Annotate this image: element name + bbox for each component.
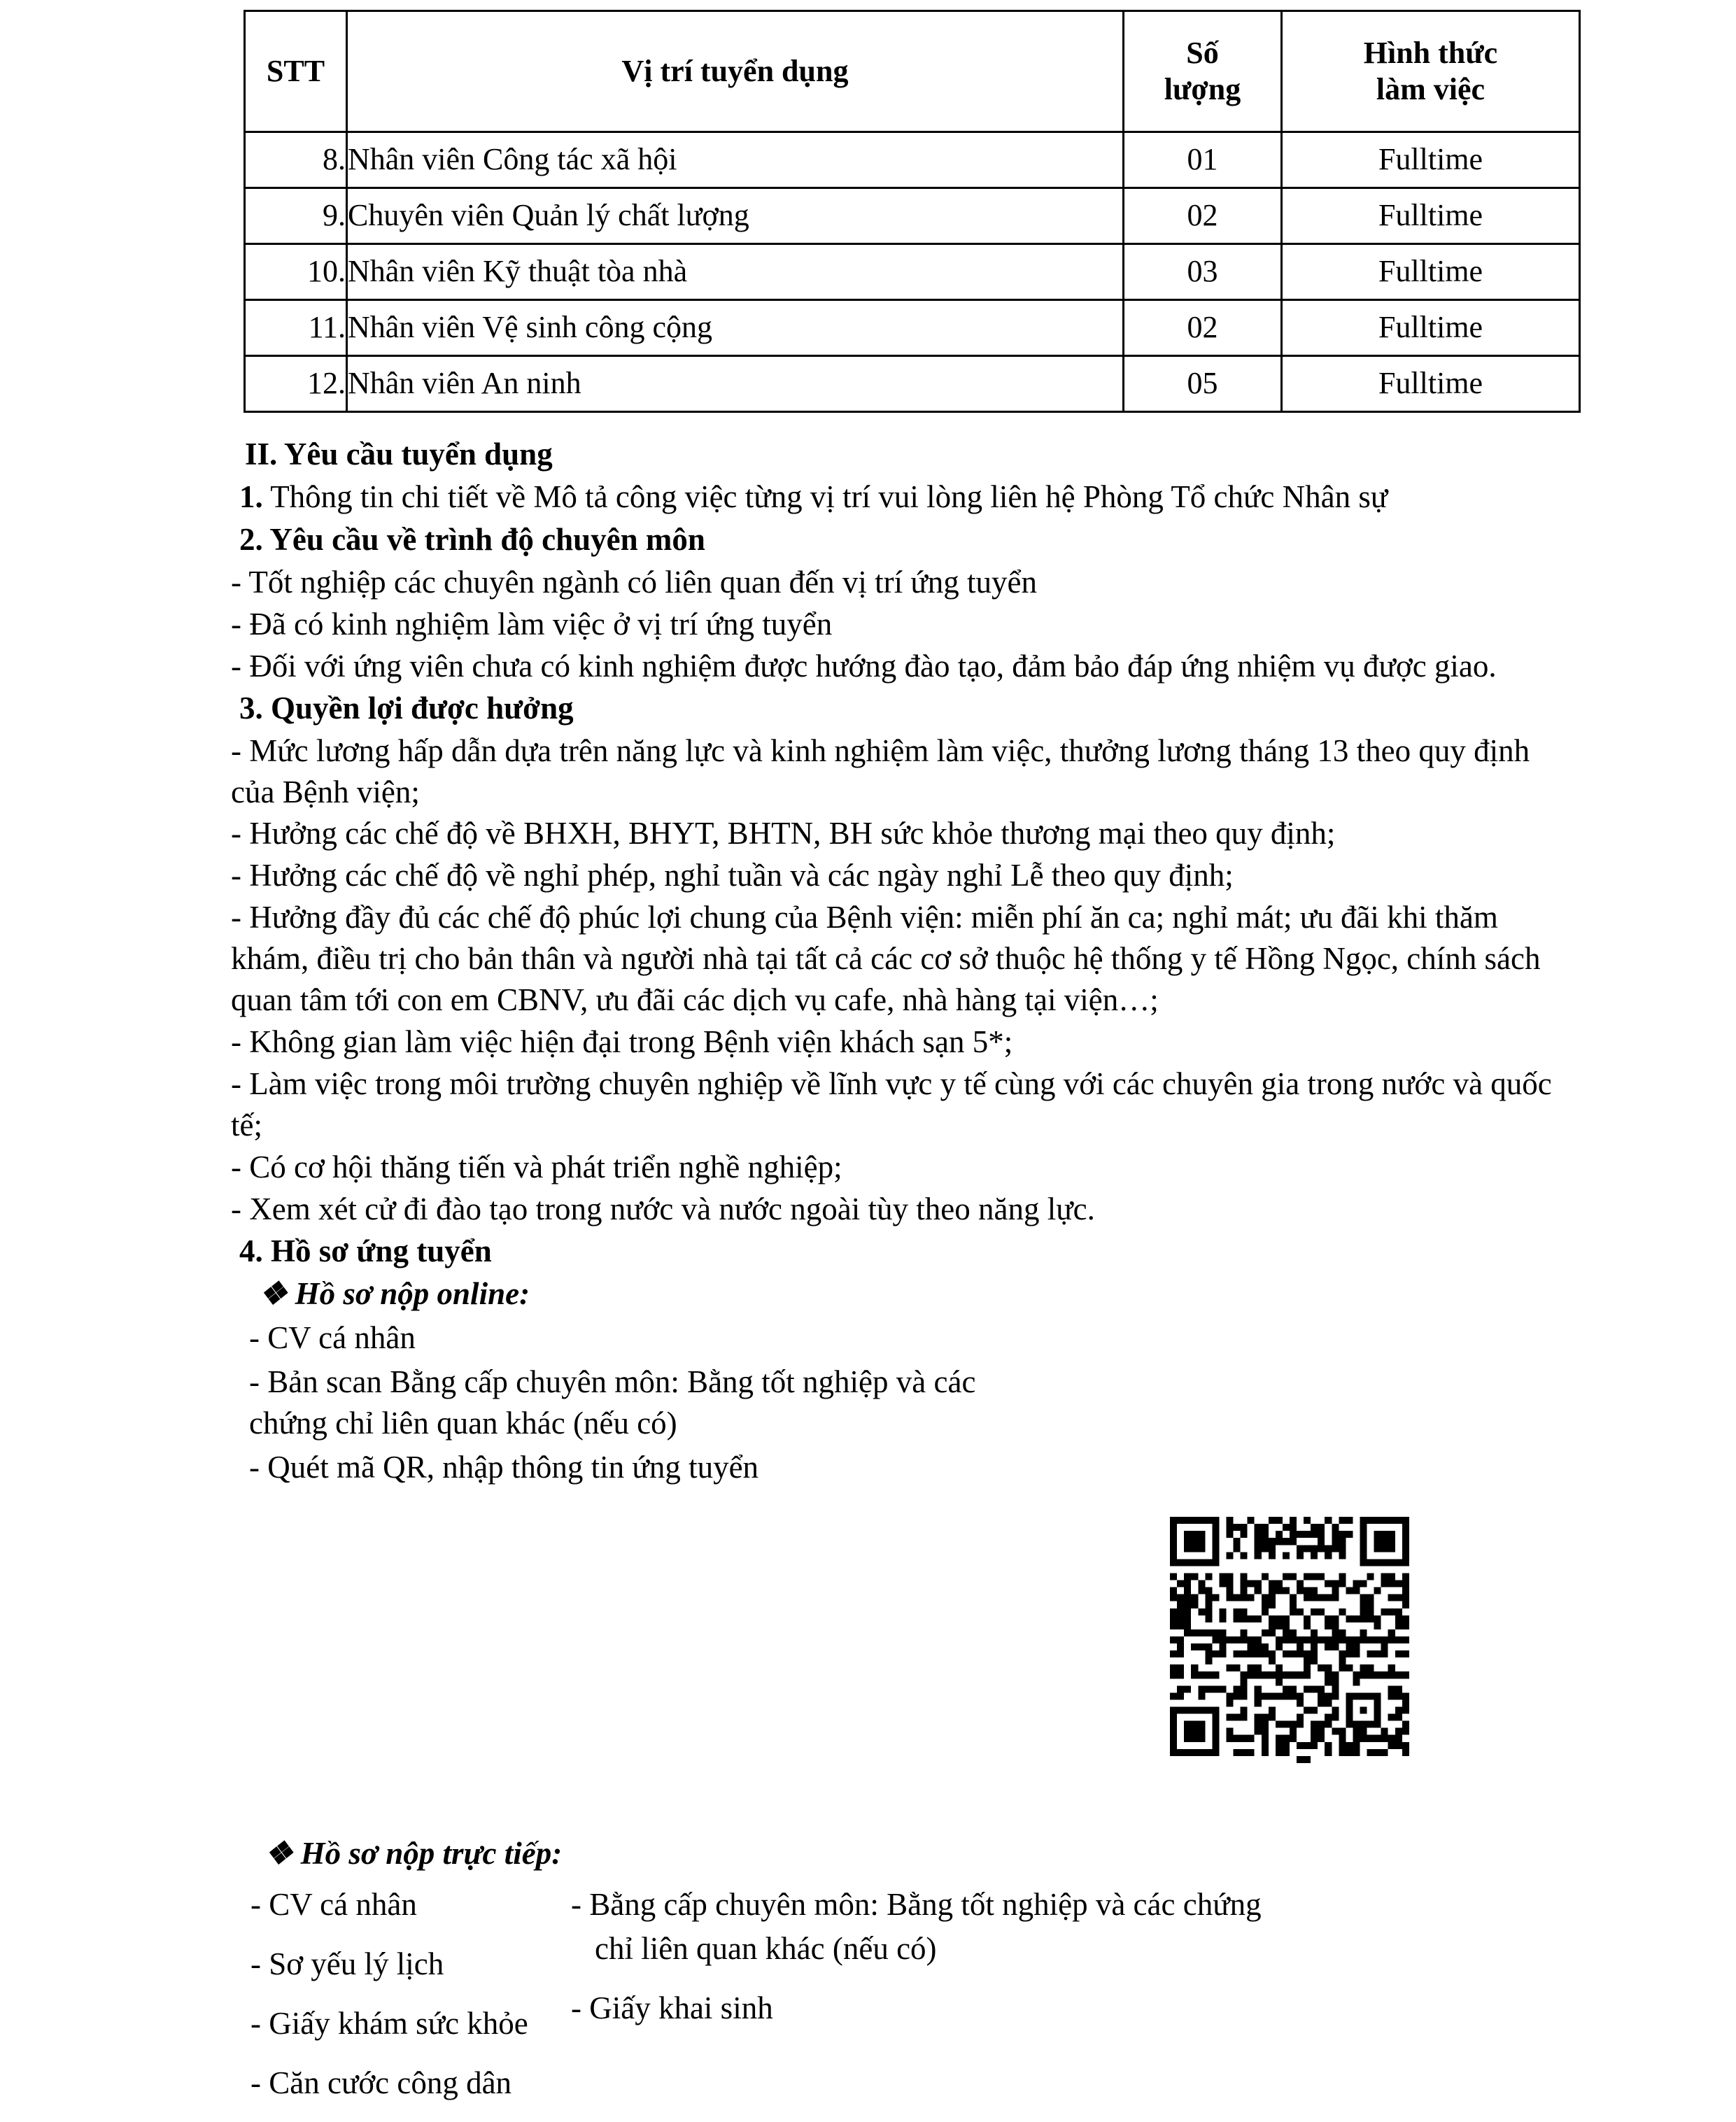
requirement-bullet: - Đối với ứng viên chưa có kinh nghiệm được hướng đào tạo, đảm bảo đáp ứng nhiệm vụ được giao. <box>231 648 1497 684</box>
direct-application-item-continuation: chỉ liên quan khác (nếu có) <box>595 1930 937 1966</box>
cell-stt: 8. <box>245 132 347 188</box>
direct-application-right-column <box>539 1884 1595 2047</box>
section-ii-item-1 <box>239 476 1560 518</box>
table-header-work-type-line1: Hình thức <box>1363 36 1498 71</box>
table-header-quantity-line2: lượng <box>1164 72 1241 106</box>
cell-position: Nhân viên An ninh <box>347 356 1124 412</box>
item-1-number: 1. <box>239 479 263 514</box>
cell-stt: 11. <box>245 300 347 356</box>
direct-application-item: - Giấy khám sức khỏe <box>250 2005 528 2041</box>
benefit-bullet: - Hưởng các chế độ về BHXH, BHYT, BHTN, BH sức khỏe thương mại theo quy định; <box>231 816 1336 851</box>
online-application-block <box>231 1273 1043 1488</box>
benefit-bullet: - Hưởng các chế độ về nghỉ phép, nghỉ tuần và các ngày nghỉ Lễ theo quy định; <box>231 858 1234 893</box>
cell-position: Nhân viên Công tác xã hội <box>347 132 1124 188</box>
cell-stt: 10. <box>245 244 347 300</box>
recruitment-table-container <box>244 10 1579 413</box>
benefit-bullet: - Có cơ hội thăng tiến và phát triển nghề nghiệp; <box>231 1149 842 1184</box>
online-application-item: - Bản scan Bằng cấp chuyên môn: Bằng tốt nghiệp và các chứng chỉ liên quan khác (nếu có) <box>249 1364 976 1441</box>
table-row <box>245 300 1580 356</box>
item-1-text: Thông tin chi tiết về Mô tả công việc từng vị trí vui lòng liên hệ Phòng Tổ chức Nhân sự <box>270 479 1388 514</box>
direct-application-item: - Bằng cấp chuyên môn: Bằng tốt nghiệp và các chứng <box>571 1886 1262 1922</box>
recruitment-table <box>244 10 1581 413</box>
table-header-quantity-line1: Số <box>1186 36 1219 71</box>
cell-work-type: Fulltime <box>1282 300 1580 356</box>
direct-application-columns <box>231 1884 1595 2122</box>
direct-application-item: - Giấy khai sinh <box>571 1990 773 2025</box>
direct-application-heading-label: Hồ sơ nộp trực tiếp: <box>300 1836 563 1871</box>
cell-position: Nhân viên Kỹ thuật tòa nhà <box>347 244 1124 300</box>
requirement-bullet: - Đã có kinh nghiệm làm việc ở vị trí ứng tuyển <box>231 606 833 642</box>
direct-application-block <box>231 1833 1595 2122</box>
table-header-quantity <box>1124 11 1282 132</box>
table-header-work-type-line2: làm việc <box>1376 72 1486 106</box>
cell-work-type: Fulltime <box>1282 244 1580 300</box>
online-application-item: - CV cá nhân <box>249 1320 416 1355</box>
section-ii-body <box>231 434 1560 1490</box>
table-row <box>245 244 1580 300</box>
table-row <box>245 132 1580 188</box>
direct-application-left-column <box>231 1884 539 2122</box>
direct-application-item: - Căn cước công dân <box>250 2065 512 2100</box>
online-application-item: - Quét mã QR, nhập thông tin ứng tuyển <box>249 1449 759 1485</box>
direct-application-item: - Sơ yếu lý lịch <box>250 1946 444 1981</box>
benefit-bullet: - Xem xét cử đi đào tạo trong nước và nước ngoài tùy theo năng lực. <box>231 1191 1095 1226</box>
section-ii-heading: II. Yêu cầu tuyển dụng <box>245 437 553 472</box>
table-row <box>245 188 1580 244</box>
cell-stt: 9. <box>245 188 347 244</box>
table-header-work-type <box>1282 11 1580 132</box>
online-application-heading-label: Hồ sơ nộp online: <box>295 1275 530 1311</box>
diamond-bullet-icon: ❖ <box>259 1275 288 1311</box>
table-header-stt: STT <box>245 11 347 132</box>
cell-work-type: Fulltime <box>1282 356 1580 412</box>
table-header-position: Vị trí tuyển dụng <box>347 11 1124 132</box>
cell-stt: 12. <box>245 356 347 412</box>
cell-work-type: Fulltime <box>1282 132 1580 188</box>
cell-quantity: 02 <box>1124 188 1282 244</box>
cell-quantity: 05 <box>1124 356 1282 412</box>
section-ii-item-2-heading: 2. Yêu cầu về trình độ chuyên môn <box>239 521 705 557</box>
table-header-row <box>245 11 1580 132</box>
benefit-bullet: - Hưởng đầy đủ các chế độ phúc lợi chung của Bệnh viện: miễn phí ăn ca; nghỉ mát; ưu đãi khi thăm khám, điều trị cho bản thân và người nhà tại tất cả các cơ sở thuộc hệ thống y tế Hồng Ngọc, chính sách quan tâm tới con em CBNV, ưu đãi các dịch vụ cafe, nhà hàng tại viện…; <box>231 900 1541 1018</box>
qr-code-apply-icon[interactable] <box>1163 1510 1423 1770</box>
section-ii-item-3-heading: 3. Quyền lợi được hưởng <box>239 690 574 726</box>
cell-quantity: 01 <box>1124 132 1282 188</box>
cell-position: Chuyên viên Quản lý chất lượng <box>347 188 1124 244</box>
cell-quantity: 03 <box>1124 244 1282 300</box>
cell-quantity: 02 <box>1124 300 1282 356</box>
cell-position: Nhân viên Vệ sinh công cộng <box>347 300 1124 356</box>
online-application-heading <box>259 1273 1043 1315</box>
section-ii-item-4-heading: 4. Hồ sơ ứng tuyển <box>239 1233 492 1268</box>
benefit-bullet: - Mức lương hấp dẫn dựa trên năng lực và kinh nghiệm làm việc, thưởng lương tháng 13 theo quy định của Bệnh viện; <box>231 733 1530 809</box>
cell-work-type: Fulltime <box>1282 188 1580 244</box>
diamond-bullet-icon: ❖ <box>264 1836 293 1871</box>
benefit-bullet: - Không gian làm việc hiện đại trong Bệnh viện khách sạn 5*; <box>231 1024 1013 1060</box>
direct-application-heading <box>264 1833 1595 1874</box>
benefit-bullet: - Làm việc trong môi trường chuyên nghiệp về lĩnh vực y tế cùng với các chuyên gia trong nước và quốc tế; <box>231 1066 1552 1143</box>
requirement-bullet: - Tốt nghiệp các chuyên ngành có liên quan đến vị trí ứng tuyển <box>231 564 1037 600</box>
table-row <box>245 356 1580 412</box>
direct-application-item: - CV cá nhân <box>250 1886 417 1922</box>
